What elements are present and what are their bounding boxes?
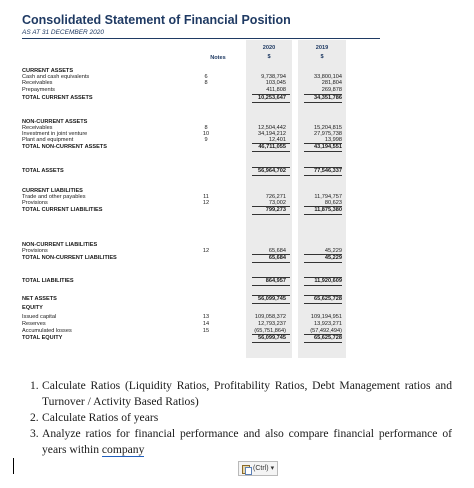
row-note: 9 (204, 137, 208, 143)
question-number: 3. (30, 427, 39, 440)
paste-options-button[interactable] (238, 461, 278, 476)
statement-title: Consolidated Statement of Financial Position (22, 13, 291, 27)
total-rule (252, 151, 290, 152)
row-value-2020: 9,738,794 (261, 74, 286, 80)
row-value-2020: 103,045 (265, 80, 286, 86)
row-value-2019: 11,794,757 (314, 194, 342, 200)
row-note: 8 (204, 125, 208, 131)
row-label: Trade and other payables (22, 194, 86, 200)
total-rule (304, 254, 342, 255)
row-value-2020: 109,058,372 (254, 314, 286, 320)
row-value-2019: 281,804 (321, 80, 342, 86)
total-rule (252, 262, 290, 263)
total-rule (252, 143, 290, 144)
row-value-2019: 34,351,786 (314, 95, 342, 101)
total-rule (304, 214, 342, 215)
row-label: TOTAL CURRENT LIABILITIES (22, 207, 103, 213)
row-value-2019: 269,878 (321, 87, 342, 93)
row-label: Issued capital (22, 314, 57, 320)
question-item (22, 410, 452, 426)
row-value-2019: 45,229 (324, 255, 342, 261)
row-note: 15 (202, 328, 210, 334)
statement-row (0, 86, 474, 94)
total-rule (304, 151, 342, 152)
row-value-2020: 56,099,745 (258, 296, 286, 302)
row-label: Receivables (22, 125, 53, 131)
row-value-2020: 12,793,237 (258, 321, 286, 327)
total-rule (304, 167, 342, 168)
row-value-2019: 13,998 (324, 137, 342, 143)
total-rule (304, 285, 342, 286)
question-text: Calculate Ratios of years (42, 411, 159, 424)
total-rule (304, 295, 342, 296)
question-number: 2. (30, 411, 39, 424)
row-note: 6 (204, 74, 208, 80)
assignment-questions (22, 378, 452, 458)
total-rule (252, 342, 290, 343)
year-2019-unit: $ (320, 54, 324, 60)
row-value-2020: 10,253,647 (258, 95, 286, 101)
row-label: Cash and cash equivalents (22, 74, 90, 80)
row-label: TOTAL NON-CURRENT ASSETS (22, 144, 107, 150)
row-value-2019: 77,546,337 (314, 168, 342, 174)
row-value-2020: 726,271 (265, 194, 286, 200)
row-value-2019: 11,920,609 (314, 278, 342, 284)
row-value-2019: 33,800,104 (314, 74, 342, 80)
statement-row (0, 143, 474, 151)
row-value-2020: 12,401 (268, 137, 286, 143)
row-value-2020: 65,684 (268, 255, 286, 261)
row-label: Plant and equipment (22, 137, 74, 143)
row-label: TOTAL NON-CURRENT LIABILITIES (22, 255, 117, 261)
total-rule (304, 277, 342, 278)
row-note: 14 (202, 321, 210, 327)
year-2020-header: 2020 (262, 45, 276, 51)
row-value-2020: 12,504,442 (258, 125, 286, 131)
statement-row (0, 206, 474, 214)
total-rule (304, 262, 342, 263)
row-value-2020: 56,099,745 (258, 335, 286, 341)
row-value-2019: (57,492,494) (310, 328, 342, 334)
clipboard-paste-icon (242, 464, 251, 473)
paste-shortcut-label: (Ctrl) (253, 465, 269, 472)
row-note: 13 (202, 314, 210, 320)
row-label: CURRENT ASSETS (22, 68, 74, 74)
total-rule (252, 102, 290, 103)
statement-row (0, 167, 474, 175)
row-value-2019: 11,875,380 (314, 207, 342, 213)
row-value-2020: 411,808 (266, 87, 286, 93)
row-value-2020: 56,964,702 (258, 168, 286, 174)
row-value-2019: 109,194,951 (310, 314, 342, 320)
total-rule (252, 295, 290, 296)
year-2020-unit: $ (267, 54, 271, 60)
row-value-2019: 65,625,728 (314, 335, 342, 341)
total-rule (252, 167, 290, 168)
row-label: TOTAL EQUITY (22, 335, 63, 341)
total-rule (304, 206, 342, 207)
statement-row (0, 94, 474, 102)
row-note: 12 (202, 248, 210, 254)
row-label: Provisions (22, 200, 48, 206)
row-label: Prepayments (22, 87, 55, 93)
total-rule (304, 143, 342, 144)
total-rule (252, 254, 290, 255)
row-value-2019: 45,229 (324, 248, 342, 254)
row-label: CURRENT LIABILITIES (22, 188, 83, 194)
row-note: 11 (203, 194, 209, 200)
total-rule (252, 94, 290, 95)
question-text: Calculate Ratios (Liquidity Ratios, Profitability Ratios, Debt Management ratios and Turnover / Activity Based Ratios) (42, 379, 452, 408)
row-label: EQUITY (22, 305, 43, 311)
row-value-2019: 15,204,815 (314, 125, 342, 131)
total-rule (252, 206, 290, 207)
row-value-2019: 80,623 (324, 200, 342, 206)
total-rule (252, 277, 290, 278)
row-label: Receivables (22, 80, 53, 86)
total-rule (252, 334, 290, 335)
row-label: Provisions (22, 248, 48, 254)
row-value-2020: 73,002 (268, 200, 286, 206)
statement-row (0, 254, 474, 262)
row-label: NON-CURRENT ASSETS (22, 119, 88, 125)
total-rule (304, 334, 342, 335)
chevron-down-icon: ▾ (270, 465, 275, 472)
row-value-2020: 46,711,055 (258, 144, 286, 150)
total-rule (252, 175, 290, 176)
year-2019-header: 2019 (315, 45, 329, 51)
row-label: Accumulated losses (22, 328, 72, 334)
row-label: NON-CURRENT LIABILITIES (22, 242, 98, 248)
row-label: TOTAL LIABILITIES (22, 278, 74, 284)
row-label: Reserves (22, 321, 46, 327)
total-rule (304, 342, 342, 343)
row-value-2019: 13,923,271 (314, 321, 342, 327)
row-label: NET ASSETS (22, 296, 57, 302)
question-number: 1. (30, 379, 39, 392)
row-value-2019: 65,625,728 (314, 296, 342, 302)
row-note: 10 (202, 131, 210, 137)
row-value-2019: 27,975,738 (314, 131, 342, 137)
row-note: 8 (204, 80, 208, 86)
underlined-word-company[interactable]: company (101, 443, 145, 456)
statement-row (0, 295, 474, 303)
total-rule (304, 94, 342, 95)
total-rule (304, 175, 342, 176)
statement-row (0, 277, 474, 285)
total-rule (252, 214, 290, 215)
row-value-2020: 65,684 (268, 248, 286, 254)
total-rule (304, 102, 342, 103)
row-label: Investment in joint venture (22, 131, 88, 137)
total-rule (252, 285, 290, 286)
question-item (22, 378, 452, 410)
notes-header: Notes (210, 55, 226, 61)
row-value-2020: (65,751,864) (254, 328, 286, 334)
row-label: TOTAL ASSETS (22, 168, 64, 174)
row-value-2020: 864,957 (265, 278, 286, 284)
row-note: 12 (202, 200, 210, 206)
row-value-2020: 799,273 (265, 207, 286, 213)
row-value-2019: 43,194,551 (314, 144, 342, 150)
statement-date: AS AT 31 DECEMBER 2020 (22, 29, 105, 36)
statement-row (0, 304, 474, 312)
text-cursor (13, 458, 14, 474)
row-value-2020: 34,194,212 (258, 131, 286, 137)
statement-row (0, 334, 474, 342)
question-item (22, 426, 452, 458)
row-label: TOTAL CURRENT ASSETS (22, 95, 93, 101)
question-text: Analyze ratios for financial performance and also compare financial performance of years within (42, 427, 452, 456)
